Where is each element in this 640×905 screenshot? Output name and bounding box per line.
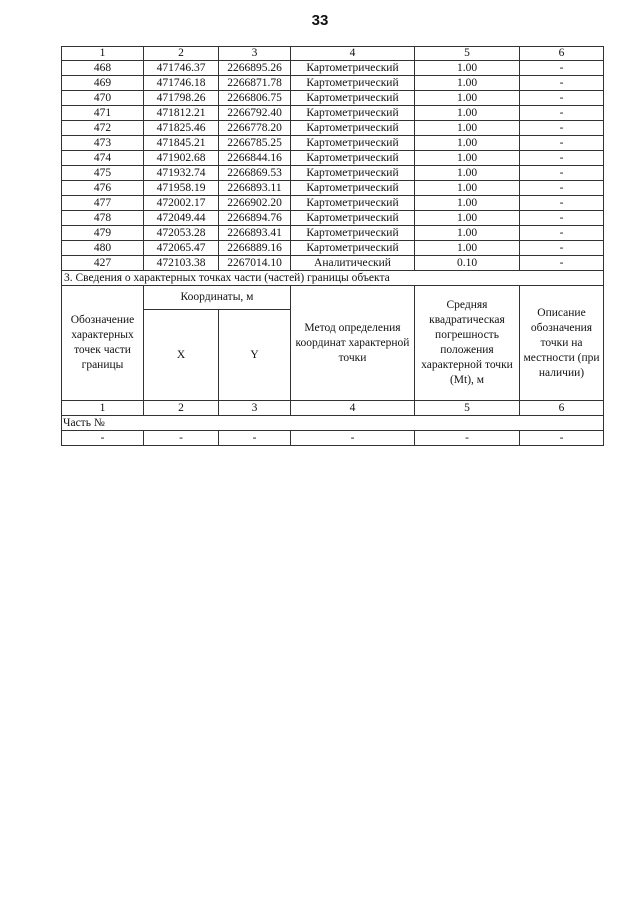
method-cell: Картометрический <box>291 121 415 136</box>
y-coordinate-cell: 2266902.20 <box>219 196 291 211</box>
empty-cell: - <box>291 431 415 446</box>
error-cell: 0.10 <box>415 256 520 271</box>
error-cell: 1.00 <box>415 136 520 151</box>
method-cell: Картометрический <box>291 106 415 121</box>
y-coordinate-cell: 2266792.40 <box>219 106 291 121</box>
description-cell: - <box>520 256 604 271</box>
point-number-cell: 469 <box>62 76 144 91</box>
method-cell: Картометрический <box>291 76 415 91</box>
method-cell: Картометрический <box>291 196 415 211</box>
column-number: 3 <box>219 401 291 416</box>
column-number: 2 <box>144 401 219 416</box>
y-coordinate-cell: 2267014.10 <box>219 256 291 271</box>
description-cell: - <box>520 121 604 136</box>
y-coordinate-cell: 2266893.41 <box>219 226 291 241</box>
error-cell: 1.00 <box>415 226 520 241</box>
column-heading-description: Описание обозначения точки на местности (при наличии) <box>520 286 604 401</box>
method-cell: Картометрический <box>291 61 415 76</box>
point-number-cell: 479 <box>62 226 144 241</box>
y-coordinate-cell: 2266869.53 <box>219 166 291 181</box>
method-cell: Картометрический <box>291 226 415 241</box>
y-coordinate-cell: 2266893.11 <box>219 181 291 196</box>
description-cell: - <box>520 61 604 76</box>
y-coordinate-cell: 2266889.16 <box>219 241 291 256</box>
description-cell: - <box>520 211 604 226</box>
description-cell: - <box>520 106 604 121</box>
table-header-row <box>62 47 604 61</box>
y-coordinate-cell: 2266844.16 <box>219 151 291 166</box>
y-coordinate-cell: 2266895.26 <box>219 61 291 76</box>
x-coordinate-cell: 472053.28 <box>144 226 219 241</box>
point-number-cell: 478 <box>62 211 144 226</box>
point-number-cell: 475 <box>62 166 144 181</box>
empty-data-row <box>62 431 604 446</box>
empty-cell: - <box>144 431 219 446</box>
section-title-row <box>62 271 604 286</box>
table-row <box>62 61 604 76</box>
point-number-cell: 477 <box>62 196 144 211</box>
table-row <box>62 256 604 271</box>
description-cell: - <box>520 196 604 211</box>
description-cell: - <box>520 151 604 166</box>
description-cell: - <box>520 166 604 181</box>
method-cell: Картометрический <box>291 151 415 166</box>
x-coordinate-cell: 471825.46 <box>144 121 219 136</box>
empty-cell: - <box>415 431 520 446</box>
point-number-cell: 427 <box>62 256 144 271</box>
table-row <box>62 241 604 256</box>
point-number-cell: 473 <box>62 136 144 151</box>
y-coordinate-cell: 2266785.25 <box>219 136 291 151</box>
error-cell: 1.00 <box>415 121 520 136</box>
description-cell: - <box>520 181 604 196</box>
header-cell: 5 <box>415 47 520 61</box>
table-row <box>62 121 604 136</box>
description-cell: - <box>520 241 604 256</box>
table-row <box>62 91 604 106</box>
column-heading-x: X <box>144 310 219 401</box>
method-cell: Картометрический <box>291 241 415 256</box>
header-cell: 1 <box>62 47 144 61</box>
x-coordinate-cell: 471746.18 <box>144 76 219 91</box>
table-row <box>62 181 604 196</box>
method-cell: Картометрический <box>291 91 415 106</box>
x-coordinate-cell: 471902.68 <box>144 151 219 166</box>
point-number-cell: 468 <box>62 61 144 76</box>
x-coordinate-cell: 472002.17 <box>144 196 219 211</box>
table-row <box>62 196 604 211</box>
method-cell: Аналитический <box>291 256 415 271</box>
x-coordinate-cell: 472049.44 <box>144 211 219 226</box>
column-heading-method: Метод определения координат характерной точки <box>291 286 415 401</box>
part-label: Часть № <box>62 416 604 431</box>
table-row <box>62 226 604 241</box>
x-coordinate-cell: 471798.26 <box>144 91 219 106</box>
error-cell: 1.00 <box>415 151 520 166</box>
section-number-row <box>62 401 604 416</box>
error-cell: 1.00 <box>415 91 520 106</box>
x-coordinate-cell: 471932.74 <box>144 166 219 181</box>
method-cell: Картометрический <box>291 181 415 196</box>
column-number: 4 <box>291 401 415 416</box>
boundary-points-table <box>61 46 604 446</box>
description-cell: - <box>520 136 604 151</box>
y-coordinate-cell: 2266871.78 <box>219 76 291 91</box>
description-cell: - <box>520 76 604 91</box>
column-number: 6 <box>520 401 604 416</box>
x-coordinate-cell: 472065.47 <box>144 241 219 256</box>
x-coordinate-cell: 472103.38 <box>144 256 219 271</box>
method-cell: Картометрический <box>291 136 415 151</box>
table-row <box>62 76 604 91</box>
table-row <box>62 166 604 181</box>
error-cell: 1.00 <box>415 241 520 256</box>
section-title: 3. Сведения о характерных точках части (частей) границы объекта <box>62 271 604 286</box>
error-cell: 1.00 <box>415 106 520 121</box>
header-cell: 2 <box>144 47 219 61</box>
section-header-row <box>62 286 604 310</box>
x-coordinate-cell: 471812.21 <box>144 106 219 121</box>
point-number-cell: 476 <box>62 181 144 196</box>
table-row <box>62 211 604 226</box>
header-cell: 4 <box>291 47 415 61</box>
part-row <box>62 416 604 431</box>
empty-cell: - <box>520 431 604 446</box>
x-coordinate-cell: 471845.21 <box>144 136 219 151</box>
empty-cell: - <box>62 431 144 446</box>
point-number-cell: 474 <box>62 151 144 166</box>
column-heading-coordinates: Координаты, м <box>144 286 291 310</box>
header-cell: 3 <box>219 47 291 61</box>
empty-cell: - <box>219 431 291 446</box>
error-cell: 1.00 <box>415 211 520 226</box>
x-coordinate-cell: 471746.37 <box>144 61 219 76</box>
point-number-cell: 480 <box>62 241 144 256</box>
point-number-cell: 471 <box>62 106 144 121</box>
error-cell: 1.00 <box>415 76 520 91</box>
y-coordinate-cell: 2266778.20 <box>219 121 291 136</box>
y-coordinate-cell: 2266806.75 <box>219 91 291 106</box>
description-cell: - <box>520 226 604 241</box>
table-row <box>62 151 604 166</box>
description-cell: - <box>520 91 604 106</box>
column-heading-point: Обозначение характерных точек части границы <box>62 286 144 401</box>
column-heading-y: Y <box>219 310 291 401</box>
page-number: 33 <box>311 12 329 29</box>
error-cell: 1.00 <box>415 196 520 211</box>
table-row <box>62 106 604 121</box>
column-number: 1 <box>62 401 144 416</box>
error-cell: 1.00 <box>415 61 520 76</box>
header-cell: 6 <box>520 47 604 61</box>
column-number: 5 <box>415 401 520 416</box>
point-number-cell: 472 <box>62 121 144 136</box>
method-cell: Картометрический <box>291 166 415 181</box>
x-coordinate-cell: 471958.19 <box>144 181 219 196</box>
table-row <box>62 136 604 151</box>
error-cell: 1.00 <box>415 166 520 181</box>
method-cell: Картометрический <box>291 211 415 226</box>
error-cell: 1.00 <box>415 181 520 196</box>
column-heading-error: Средняя квадратическая погрешность положения характерной точки (Mt), м <box>415 286 520 401</box>
y-coordinate-cell: 2266894.76 <box>219 211 291 226</box>
point-number-cell: 470 <box>62 91 144 106</box>
